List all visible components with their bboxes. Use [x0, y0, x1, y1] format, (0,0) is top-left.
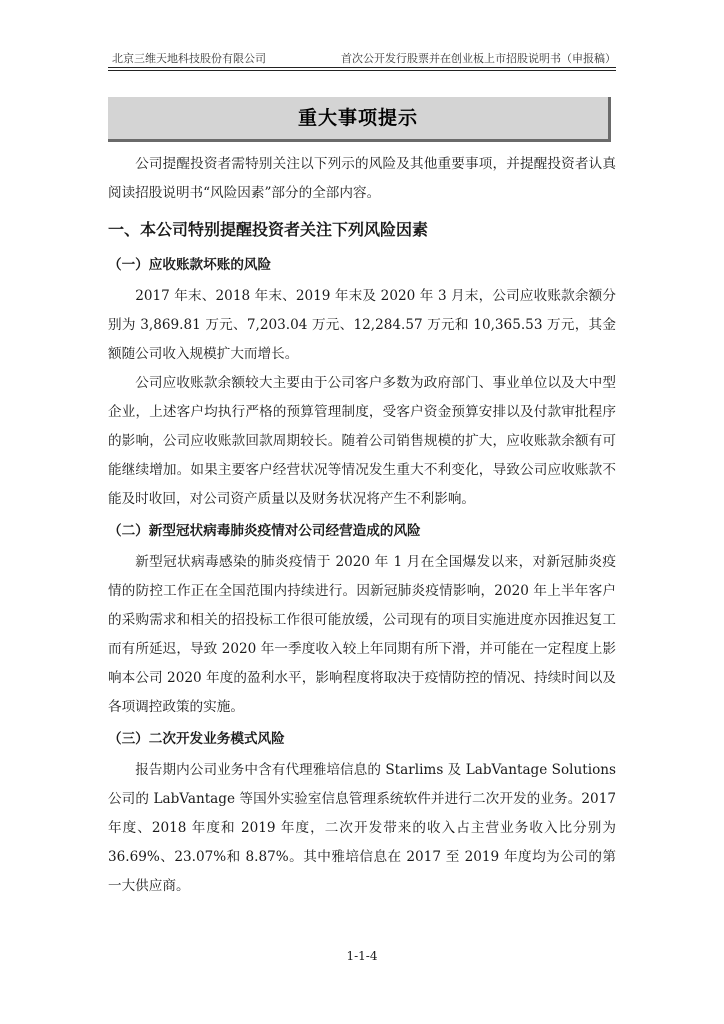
intro-paragraph: 公司提醒投资者需特别关注以下列示的风险及其他重要事项，并提醒投资者认真阅读招股说明书“风险因素”部分的全部内容。: [108, 156, 616, 201]
receivables-paragraph-1: 2017 年末、2018 年末、2019 年末及 2020 年 3 月末，公司应收账款余额分别为 3,869.81 万元、7,203.04 万元、12,284.57 万元和 10,365.53 万元，其金额随公司收入规模扩大而增长。: [108, 288, 616, 362]
header-document-title: 首次公开发行股票并在创业板上市招股说明书（申报稿）: [341, 52, 616, 65]
page-number: 1-1-4: [346, 949, 378, 963]
subsection-heading-covid: （二）新型冠状病毒肺炎疫情对公司经营造成的风险: [108, 523, 421, 539]
header-company-name: 北京三维天地科技股份有限公司: [112, 52, 266, 65]
subsection-heading-secondary-development: （三）二次开发业务模式风险: [108, 731, 285, 747]
document-body: [108, 150, 616, 901]
page-title: 重大事项提示: [108, 97, 611, 142]
subsection-heading-receivables: （一）应收账款坏账的风险: [108, 257, 272, 273]
covid-paragraph: 新型冠状病毒感染的肺炎疫情于 2020 年 1 月在全国爆发以来，对新冠肺炎疫情的防控工作正在全国范围内持续进行。因新冠肺炎疫情影响，2020 年上半年客户的采购需求和相关的招投标工作很可能放缓，公司现有的项目实施进度亦因推迟复工而有所延迟，导致 2020 年一季度收入较上年同期有所下滑，并可能在一定程度上影响本公司 2020 年度的盈利水平，影响程度将取决于疫情防控的情况、持续时间以及各项调控政策的实施。: [108, 554, 616, 715]
page-header: [108, 50, 616, 68]
secondary-development-paragraph: 报告期内公司业务中含有代理雅培信息的 Starlims 及 LabVantage Solutions 公司的 LabVantage 等国外实验室信息管理系统软件并进行二次开发的业务。2017 年度、2018 年度和 2019 年度，二次开发带来的收入占主营业务收入比分别为 36.69%、23.07%和 8.87%。其中雅培信息在 2017 至 2019 年度均为公司的第一大供应商。: [108, 762, 616, 894]
header-rule-thick: [108, 67, 616, 68]
header-rule-thin: [108, 70, 616, 71]
receivables-paragraph-2: 公司应收账款余额较大主要由于公司客户多数为政府部门、事业单位以及大中型企业，上述客户均执行严格的预算管理制度，受客户资金预算安排以及付款审批程序的影响，公司应收账款回款周期较长。随着公司销售规模的扩大，应收账款余额有可能继续增加。如果主要客户经营状况等情况发生重大不利变化，导致公司应收账款不能及时收回，对公司资产质量以及财务状况将产生不利影响。: [108, 375, 616, 507]
section-heading-risk-factors: 一、本公司特别提醒投资者关注下列风险因素: [108, 220, 429, 239]
